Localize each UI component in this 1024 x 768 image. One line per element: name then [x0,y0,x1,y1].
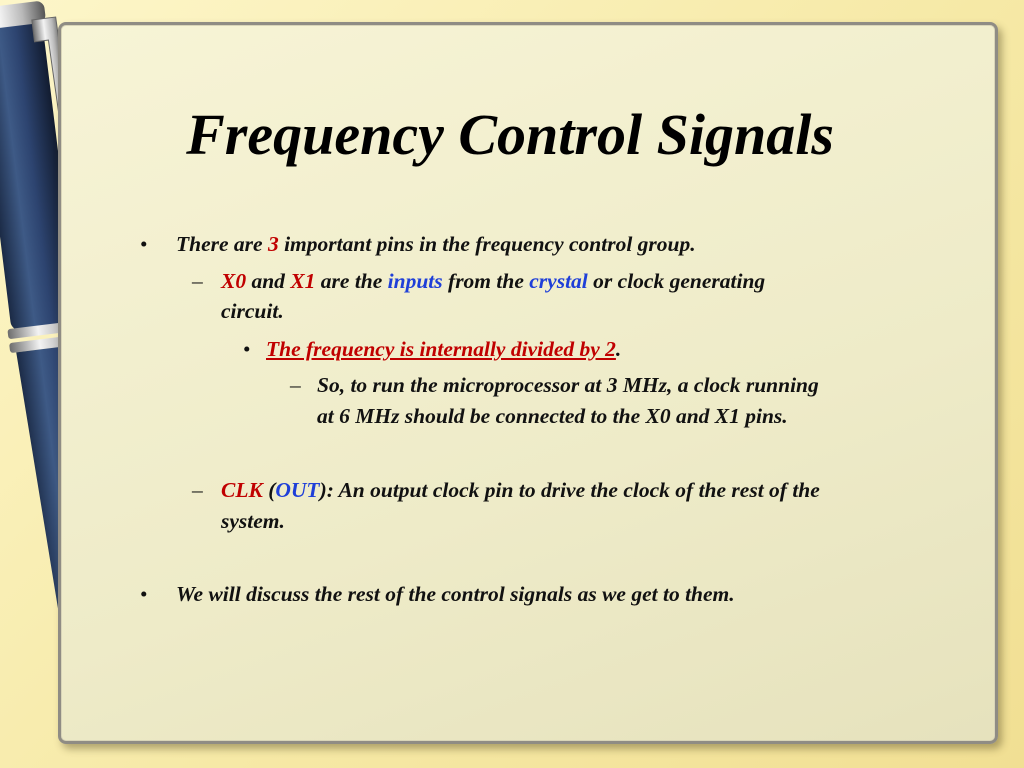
bullet-dot-icon: • [140,582,148,606]
dash-icon: – [290,373,301,397]
slide-title: Frequency Control Signals [186,102,834,167]
bullet-dot-icon: • [243,337,251,361]
pin-count: 3 [267,232,279,256]
bullet-dot-icon: • [140,232,148,256]
sub-sub-bullet-divided: • The frequency is internally divided by 2. [243,334,598,364]
level4-bullet-example: – So, to run the microprocessor at 3 MHz, a clock running [290,370,792,400]
sub-bullet-x0-x1: – X0 and X1 are the inputs from the crystal or clock generating [192,266,736,296]
sub-bullet-clk-cont: system. [221,509,285,533]
level4-bullet-example-cont: at 6 MHz should be connected to the X0 and X1 pins. [317,404,788,428]
sub-bullet-clk: – CLK (OUT): An output clock pin to drive the clock of the rest of the [192,475,791,505]
divided-by-2-link[interactable]: The frequency is internally divided by 2 [266,337,616,361]
bullet-2: • We will discuss the rest of the control signals as we get to them. [140,579,699,609]
dash-icon: – [192,269,203,293]
dash-icon: – [192,478,203,502]
sub-bullet-x0-x1-cont: circuit. [221,299,284,323]
bullet-1: • There are 3 important pins in the frequency control group. [140,229,660,259]
